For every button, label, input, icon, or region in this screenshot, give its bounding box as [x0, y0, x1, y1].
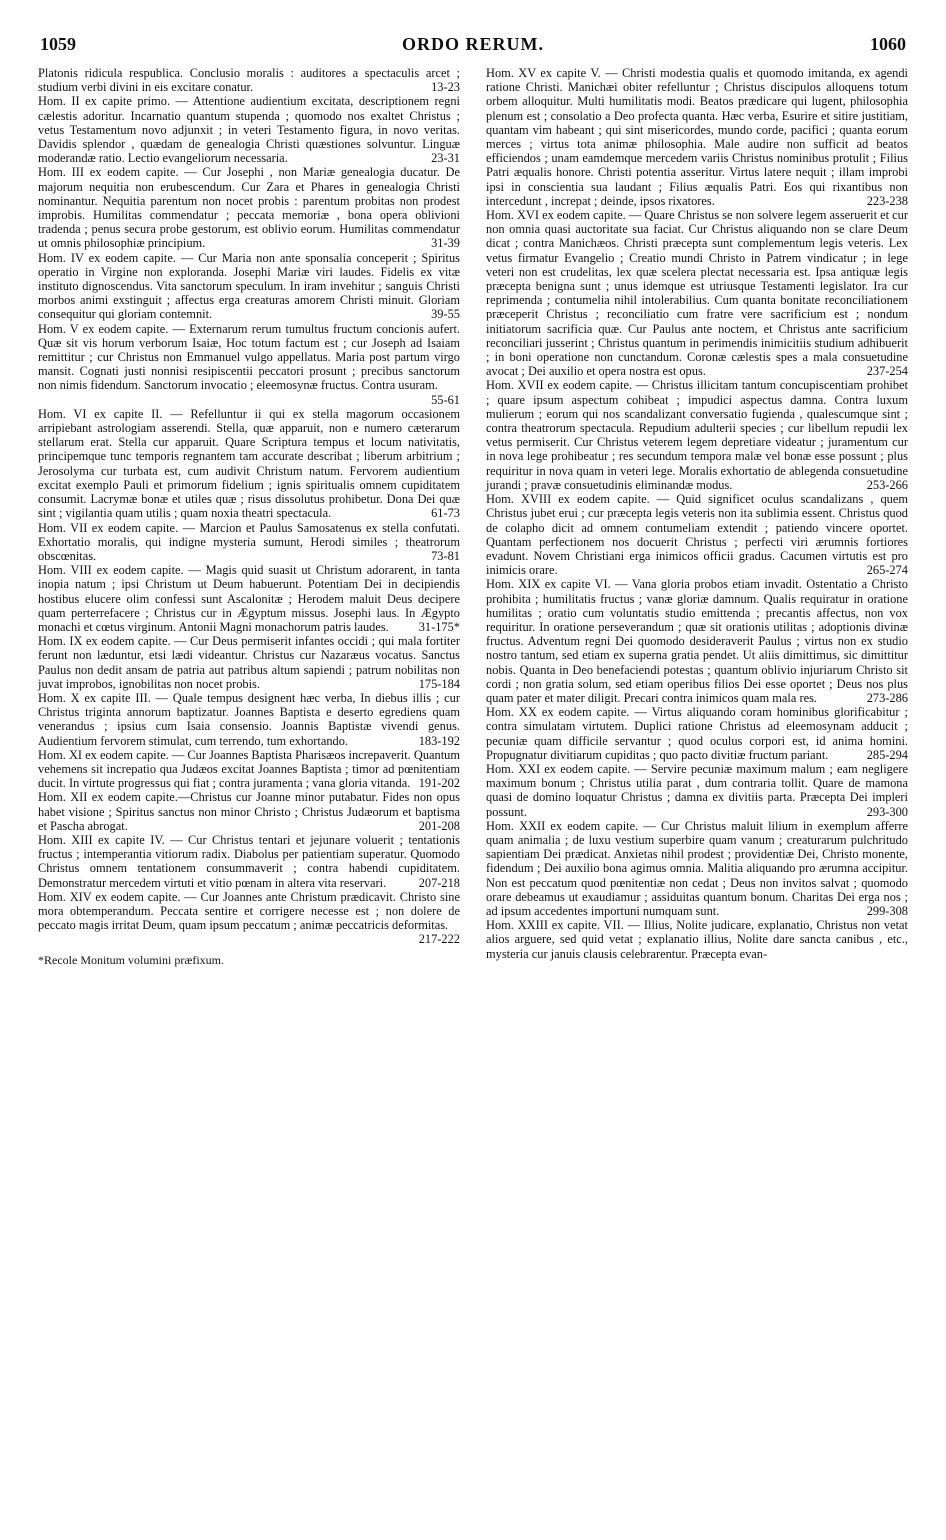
page-range: 61-73	[431, 506, 460, 521]
homily-entry	[38, 521, 460, 564]
page-range: 285-294	[866, 747, 908, 762]
footnote: *Recole Monitum volumini præfixum.	[38, 952, 224, 967]
entry-text: Hom. XXII ex eodem capite. — Cur Christus maluit lilium in exemplum afferre quam animalia ; de luxu vestium superbire quam vanum ; creaturarum pulchritudo sapientiam Dei prædicat. Anxietas nihil prodest ; providentiæ Dei, Christo monente, fidendum ; Dei auxilio bona agimus omnia. Malitia aliquando pro ærumna accipitur. Non est peccatum quod pœnitentiæ non cedat ; Deus non invitos salvat ; quomodo orare debeamus ut exaudiamur ; assiduitas quantum bonum. Charitas Dei erga nos ; ad ipsum accedentes importuni numquam sunt.	[486, 818, 908, 918]
entry-text: Hom. IX ex eodem capite. — Cur Deus permiserit infantes occidi ; qui mala fortiter ferunt non læduntur, etsi lædi videantur. Christus cur Nazaræus vocatus. Sanctus Paulus non dedit ansam de patria aut patribus altum sapiendi ; patrum nobilitas non juvat improbos, ignobilitas non nocet probis.	[38, 634, 460, 691]
page-number-left: 1059	[40, 34, 76, 54]
page-range: 217-222	[418, 932, 460, 947]
page-range: 273-286	[866, 690, 908, 705]
homily-entry	[38, 66, 460, 94]
homily-entry	[38, 322, 460, 407]
homily-entry	[486, 577, 908, 705]
page-range: 175-184	[418, 676, 460, 691]
homily-entry	[486, 762, 908, 819]
entry-text: Hom. XIV ex eodem capite. — Cur Joannes ante Christum prædicavit. Christo sine mora obtemperandum. Peccata sentire et corrigere necesse est ; non dolere de peccato magis irritat Deum, quam ipsum peccatum ; animæ peccatricis deformitas.	[38, 889, 460, 933]
homily-entry	[38, 94, 460, 165]
page-range: 299-308	[866, 903, 908, 918]
entry-text: Hom. XX ex eodem capite. — Virtus aliquando coram hominibus glorificabitur ; contra simulatam virtutem. Duplici ratione Christus ad eleemosynam adducit ; pecuniæ quam difficile servantur ; quod oculus corpori est, id anima homini. Propugnatur divitiarum cupiditas ; quo pacto divitiæ fructum pariant.	[486, 705, 908, 762]
page-range: 31-175*	[418, 619, 460, 634]
page-range: 191-202	[418, 776, 460, 791]
homily-entry	[486, 918, 908, 961]
page-range: 13-23	[431, 80, 460, 95]
homily-entry	[486, 208, 908, 378]
page-range: 183-192	[418, 733, 460, 748]
entry-text: Hom. XVIII ex eodem capite. — Quid significet oculus scandalizans , quem Christus jubet erui ; cur præcepta legis veteris non ita sublimia essent. Christus quod de colapho dicit ad omnem contumeliam extendit ; patiendo vincere oportet. Quantam perfectionem nos docuerit Christus ; perfecti viri ærumnis fortiores evadunt. Novem Christiani erga inimicos officii gradus. Cacumen virtutis est pro inimicis orare.	[486, 492, 908, 578]
homily-entry	[38, 691, 460, 748]
page-range: 73-81	[431, 548, 460, 563]
entry-text: Hom. XVI ex eodem capite. — Quare Christus se non solvere legem asseruerit et cur non omnia quasi auctoritate sua faciat. Cur Christus aliquando non se clare Deum dicat ; contra Manichæos. Christi præcepta sunt complementum legis veteris. Lex vetus firmatur Evangelio ; Creatio mundi Christo in Patrem vindicatur ; in lege veteri non est crudelitas, lex quæ scelera plectat necessaria est. Ipsa antiquæ legis præcepta benigna sunt ; unus idemque est utriusque Testamenti legislator. Ira cur reprimenda ; contumelia nihil intolerabilius. Cum quanta bonitate reconciliationem præceperit Christus ; reconciliatio cum fratre vere sacrificium est ; nondum initiatorum sacrificia quæ. Cur Paulus ante noctem, et Christus ante sacrificium reconciliari jusserint ; Christus quantum in perimendis inimicitiis studium adhibuerit ; in boni operatione non cunctandum. Coronæ cælestis spes a mala consuetudine avocat ; Dei auxilio et opera nostra est opus.	[486, 208, 908, 379]
entry-text: Hom. VII ex eodem capite. — Marcion et Paulus Samosatenus ex stella confutati. Exhortatio moralis, qui indigne mysteria sumunt, Herodi similes ; theatrorum obscœnitas.	[38, 520, 460, 563]
homily-entry	[38, 890, 460, 947]
page-header	[40, 34, 906, 60]
page-range: 237-254	[866, 364, 908, 379]
entry-text: Hom. V ex eodem capite. — Externarum rerum tumultus fructum concionis aufert. Quæ sit vis horum verborum Isaiæ, Hoc totum factum est ; cur Joseph ad Isaiam remittitur ; cur Christus non Emmanuel vulgo appellatus. Maria post partum virgo mansit. Cognati justi nonnisi resipiscentii peccatori prosunt ; precibus sanctorum non nimis fidendum. Sanctorum invocatio ; eleemosynæ fructus. Contra usuram.	[38, 321, 460, 393]
right-column	[486, 66, 908, 961]
page-range: 39-55	[431, 307, 460, 322]
running-title: ORDO RERUM.	[402, 34, 544, 54]
homily-entry	[486, 819, 908, 918]
page-range: 253-266	[866, 477, 908, 492]
entry-text: Hom. IV ex eodem capite. — Cur Maria non ante sponsalia conceperit ; Spiritus operatio in Virgine non exploranda. Josephi Mariæ viri laudes. Fidelis ex vitæ instituto dignoscendus. Vita sanctorum speculum. In iram invehitur ; sanguis Christi morbos animi exstinguit ; affectus erga creaturas amorem Christi minuit. Gloriam consequitur qui gloriam contemnit.	[38, 250, 460, 322]
entry-text: Hom. XIII ex capite IV. — Cur Christus tentari et jejunare voluerit ; tentationis fructus ; intemperantia vitiorum radix. Diabolus per patientiam superatur. Quomodo Christus omnem tentationem consummaverit ; contra habendi cupiditatem. Demonstratur mercedem virtuti et vitio pœnam in altera vita reservari.	[38, 832, 460, 890]
page-range: 223-238	[866, 193, 908, 208]
entry-text: Hom. VI ex capite II. — Refelluntur ii qui ex stella magorum occasionem arripiebant astrologiam asserendi. Stella, quæ apparuit, non e numero cæterarum stellarum erat. Stella cur apparuit. Quare Scriptura tempus et locum nativitatis, principemque tunc temporis regnantem tam accurate describat ; liberum arbitrium ; Jerosolyma cur turbata est, cum audivit Christum natum. Fervorem audientium excitat exemplo Pauli et primorum fidelium ; ignis spiritualis omnem cupiditatem consumit. Lacrymæ bonæ et utiles quæ ; risus dissolutus prohibetur. Dona Dei quæ sint ; vigilantia quam utilis ; quam noxia theatri spectacula.	[38, 406, 460, 521]
entry-text: Hom. III ex eodem capite. — Cur Josephi , non Mariæ genealogia ducatur. De majorum nequitia non erubescendum. Cur Zara et Phares in genealogia Christi nominantur. Nequitia parentum non nocet probis : parentum probitas non prodest improbis. Humilitas commendatur ; peccata memoriæ , bona opera oblivioni tradenda ; penus secura probe gestorum, est oblivio eorum. Humilitas commendatur ut omnis philosophiæ principium.	[38, 165, 460, 251]
page-range: 201-208	[418, 818, 460, 833]
homily-entry	[486, 378, 908, 492]
page-range: 293-300	[866, 804, 908, 819]
homily-entry	[38, 251, 460, 322]
entry-text: Hom. XXIII ex capite. VII. — Illius, Nolite judicare, explanatio, Christus non vetat alios arguere, sed quid vetat ; explanatio illius, Nolite dare sancta canibus , etc., mysteria cur januis clausis celebrarentur. Præcepta evan-	[486, 918, 908, 961]
left-column	[38, 66, 460, 967]
page-range: 55-61	[431, 392, 460, 407]
homily-entry	[38, 748, 460, 791]
entry-text: Hom. VIII ex eodem capite. — Magis quid suasit ut Christum adorarent, in tanta inopia natum ; ipsi Christum ut Deum habuerunt. Potentiam Dei in decipiendis hostibus elucere olim confessi sunt Ascalonitæ ; Herodem maluit Deus decipere quam perterrefacere ; Christus cur in Ægyptum missus. Josephi laus. In Ægypto monachi et cœtus virginum. Antonii Magni monachorum patris laudes.	[38, 563, 460, 634]
homily-entry	[486, 66, 908, 208]
entry-text: Hom. XII ex eodem capite.—Christus cur Joanne minor putabatur. Fides non opus habet visione ; Spiritus sanctus non minor Christo ; Christus Judæorum et baptisma et Pascha abrogat.	[38, 790, 460, 833]
homily-entry	[38, 833, 460, 890]
page-range: 31-39	[431, 236, 460, 251]
page-range: 207-218	[418, 875, 460, 890]
entry-text: Hom. XVII ex eodem capite. — Christus illicitam tantum concupiscentiam prohibet ; quare ipsum aspectum cohibeat ; impudici aspectus damna. Contra luxum mulierum ; eorum qui nos scandalizant conversatio fugienda , qualescumque sint ; contra theatrorum spectacula. Repudium adulterii species ; cur libellum repudii lex vetus permiserit. Cur Christus veterem legem depretiare videatur ; juramentum cur in nova lege prohibeatur ; res secundum tempora malæ vel bonæ esse possunt ; plus requiritur in nova quam in veteri lege. Moralis exhortatio de ablegenda consuetudine jurandi ; pravæ consuetudinis eliminandæ modus.	[486, 378, 908, 492]
homily-entry	[486, 492, 908, 577]
entry-text: Hom. XI ex eodem capite. — Cur Joannes Baptista Pharisæos increpaverit. Quantum vehemens sit increpatio qua Judæos excitat Joannes Baptista ; timor ad pœnitentiam ducit. In virtute progressus qui fiat ; contra juramenta ; vana gloria vitanda.	[38, 747, 460, 791]
homily-entry	[38, 563, 460, 634]
page-range: 265-274	[866, 563, 908, 578]
entry-text: Platonis ridicula respublica. Conclusio moralis : auditores a spectaculis arcet ; studium verbi divini in eis excitare conatur.	[38, 66, 460, 95]
entry-text: Hom. X ex capite III. — Quale tempus designent hæc verba, In diebus illis ; cur Christus triginta annorum baptizatur. Joannes Baptista e deserto egrediens quam venerandus ; ipsius cum Isaia consensio. Joannis Baptistæ vivendi genus. Audientium fervorem stimulat, cum terrendo, tum exhortando.	[38, 690, 460, 748]
entry-text: Hom. II ex capite primo. — Attentione audientium excitata, descriptionem regni cælestis adoritur. Incarnatio quantum stupenda ; quomodo nos exaltet Christus ; vetus Testamentum novo adjunxit ; in veteri Testamento figura, in novo veritas. Davidis splendor , quædam de genealogia Christi quæstiones solvuntur. Linguæ moderandæ ratio. Lectio evangeliorum necessaria.	[38, 94, 460, 166]
homily-entry	[38, 407, 460, 521]
page-number-right: 1060	[870, 34, 906, 54]
homily-entry	[38, 790, 460, 833]
homily-entry	[38, 634, 460, 691]
entry-text: Hom. XIX ex capite VI. — Vana gloria probos etiam invadit. Ostentatio a Christo prohibita ; humilitatis fructus ; vanæ gloriæ damnum. Qualis requiratur in oratione humilitas ; oratio cum voluntatis studio emittenda ; precantis affectus, non vox requiritur. In oratione perseverandum ; quæ sit orationis utilitas ; adoptionis divinæ fructus. Adventum regni Dei quomodo desideraverit Paulus ; virtus non ex studio nostro tantum, sed etiam ex superna gratia pendet. Ut aliis dimittimus, sic dimittitur nobis. Quanta in Deo benefaciendi potestas ; quantum oblivio injuriarum Christo sit cordi ; non gratia solum, sed etiam operibus filios Dei esse oportet ; Deus nos plus quam pater et mater diligit. Precari contra inimicos quam mala res.	[486, 577, 908, 705]
homily-entry	[38, 165, 460, 250]
entry-text: Hom. XV ex capite V. — Christi modestia qualis et quomodo imitanda, ex agendi ratione Christi. Manichæi obiter refelluntur ; Christus discipulos alloquens totum orbem alloquitur. Multi humilitatis modi. Beatos prædicare qui lugent, philosophia plenum est ; consolatio a Deo profecta quanta. Hæc verba, Esurire et sitire justitiam, quantam vim habeant ; qui sint misericordes, mundo corde, pacifici ; quanta eorum merces ; virtus tota animæ philosophia. Male audire non sufficit ad beatos efficiendos ; unam eamdemque mercedem variis Christus nominibus protulit ; Filius Patri æqualis honore. Christi potentia asseritur. Virtus latere nequit ; illam improbi ipsi in conscientia sua laudant ; Filius æqualis Patri. Eos qui rixantibus non intercedunt , increpat ; deinde, ipsos rixatores.	[486, 66, 908, 208]
page-range: 23-31	[431, 151, 460, 166]
entry-text: Hom. XXI ex eodem capite. — Servire pecuniæ maximum malum ; eam negligere maximum bonum ; Christus utilia parat , dum contraria tollit. Quare de mamona quasi de domino loquatur Christus ; damna ex divitiis parta. Præcepta Dei impleri possunt.	[486, 761, 908, 819]
homily-entry	[486, 705, 908, 762]
